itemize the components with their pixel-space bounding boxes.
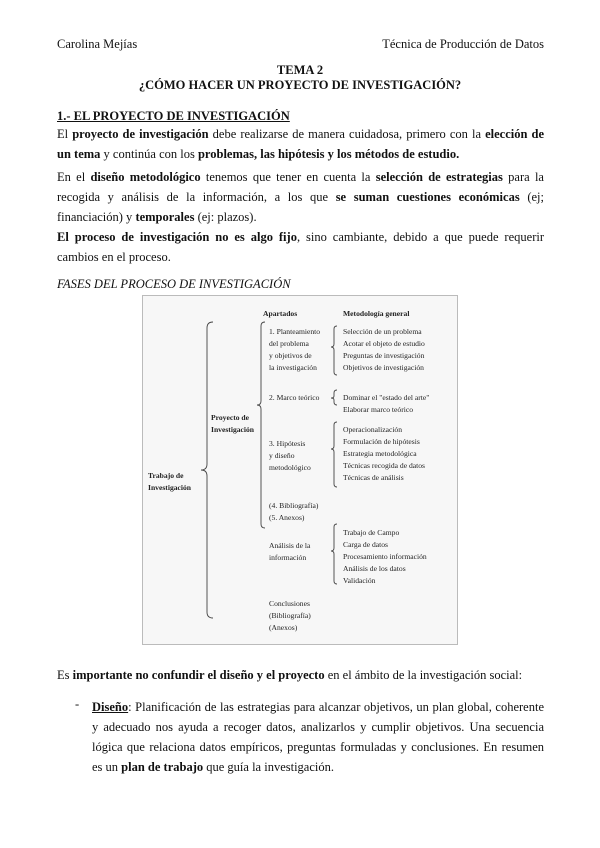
apartado-2: 2. Marco teórico [269,393,320,402]
process-diagram [142,295,458,645]
met-2: Dominar el "estado del arte" Elaborar marco teórico [343,393,430,414]
paragraph-2: En el diseño metodológico tenemos que tener en cuenta la selección de estrategias para la recogida y análisis de la información, a los que se suman cuestiones económicas (ej; financiación) y temporales (ej: plazos). [57,170,544,224]
doc-subtitle: ¿CÓMO HACER UN PROYECTO DE INVESTIGACIÓN? [138,78,462,92]
apartado-3: 3. Hipótesis y diseño metodológico [269,439,311,472]
met-4: Trabajo de Campo Carga de datos Procesamiento información Análisis de los datos Validación [343,528,427,585]
paragraph-1: El proyecto de investigación debe realizarse de manera cuidadosa, primero con la elección de un tema y continúa con los problemas, las hipótesis y los métodos de estudio. [57,127,544,161]
doc-title: TEMA 2 [276,63,324,77]
header-subject: Técnica de Producción de Datos [382,37,544,51]
proyecto-label: Proyecto de Investigación [211,413,255,434]
paragraph-4: Es importante no confundir el diseño y el proyecto en el ámbito de la investigación social: [57,668,523,682]
col-apartados: Apartados [263,309,298,318]
paragraph-3: El proceso de investigación no es algo fijo, sino cambiante, debido a que puede requerir cambios en el proceso. [57,230,544,264]
header-author: Carolina Mejías [57,37,138,51]
bullet-dash: - [75,697,80,711]
root-label: Trabajo de Investigación [148,471,192,492]
met-3: Operacionalización Formulación de hipótesis Estrategia metodológica Técnicas recogida de datos Técnicas de análisis [343,425,426,482]
bullet-diseno: Diseño: Planificación de las estrategias para alcanzar objetivos, un plan global, coherente y adecuado nos ayuda a recoger datos, analizarlos y cumplir objetivos. Una secuencia lógica que relaciona datos empíricos, preguntas formuladas y conclusiones. En resumen es un plan de trabajo que guía la investigación. [92,700,544,774]
analisis-label: Análisis de la información [269,541,311,562]
fases-heading: FASES DEL PROCESO DE INVESTIGACIÓN [57,277,291,291]
section-heading: 1.- EL PROYECTO DE INVESTIGACIÓN [57,109,290,123]
col-metodologia: Metodología general [343,309,410,318]
apartado-4: (4. Bibliografía) (5. Anexos) [269,501,319,522]
conclusiones-label: Conclusiones (Bibliografía) (Anexos) [269,599,311,632]
met-1: Selección de un problema Acotar el objeto de estudio Preguntas de investigación Objetivos de investigación [343,327,425,372]
apartado-1: 1. Planteamiento del problema y objetivos de la investigación [269,327,321,372]
